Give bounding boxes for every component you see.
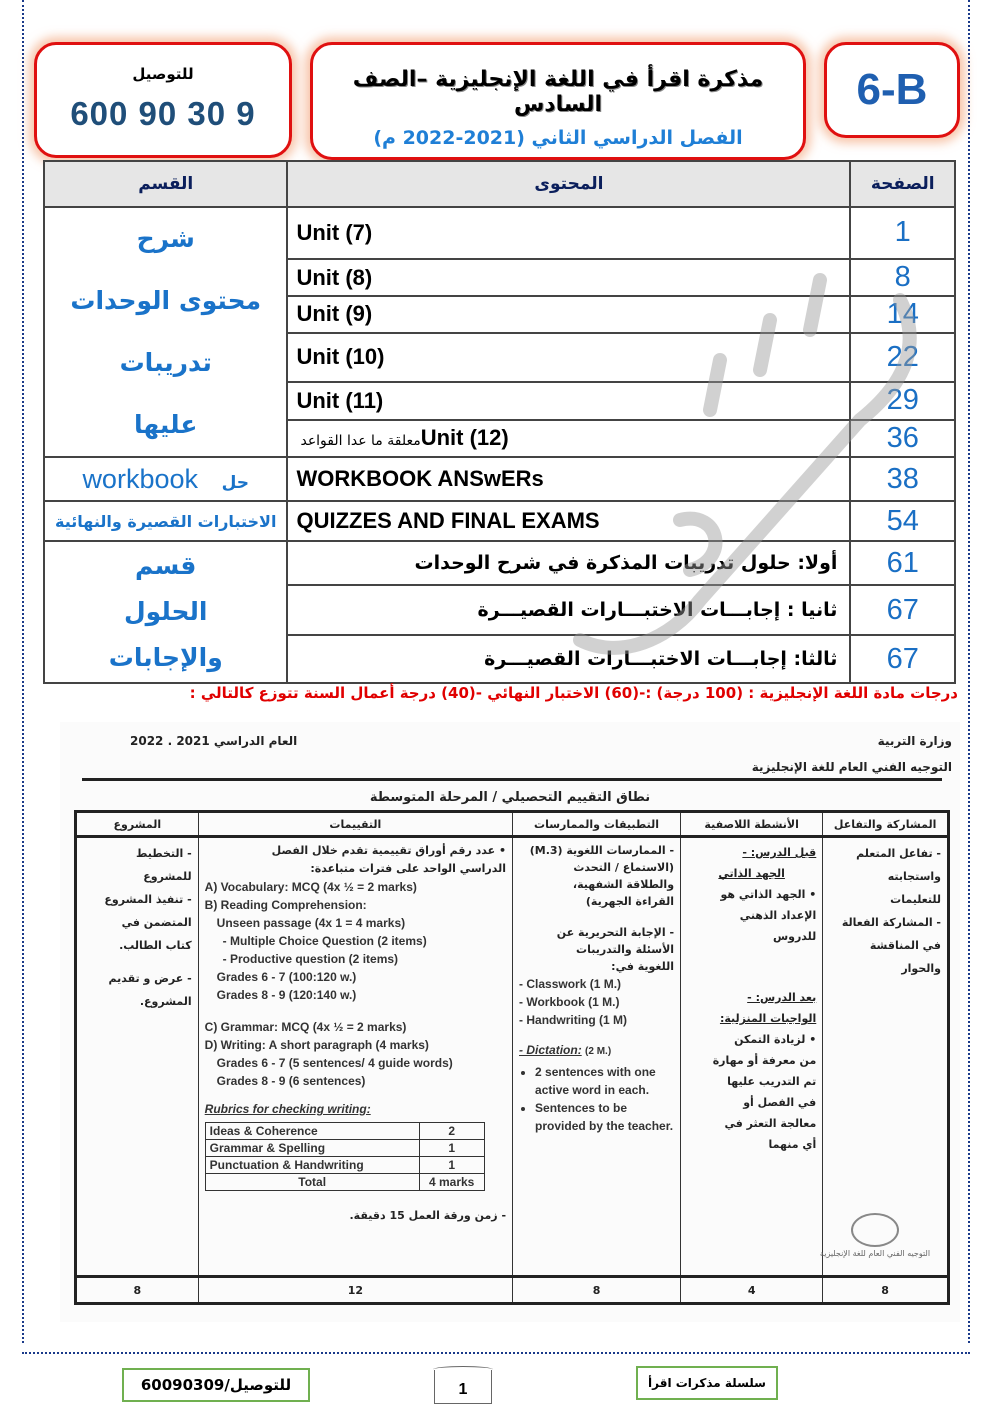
section-quizzes: الاختبارات القصيرة والنهائية: [44, 501, 287, 541]
section-explain-line: شرح: [136, 224, 195, 253]
rubric-label: Grammar & Spelling: [205, 1140, 419, 1157]
rubric-label: Ideas & Coherence: [205, 1123, 419, 1140]
assessment-line: Grades 6 - 7 (100:120 w.): [216, 970, 357, 984]
project-line: - تنفيذ المشروع: [104, 893, 192, 906]
toc-content[interactable]: Unit (7): [287, 207, 850, 259]
section-answers-line: والإجابات: [108, 643, 223, 672]
rubric-value: 1: [419, 1140, 484, 1157]
practices-item: - Handwriting (1 M): [519, 1013, 628, 1027]
project-line: كتاب الطالب.: [119, 939, 192, 952]
col-practices: التطبيقات والممارسات: [513, 812, 681, 837]
col-assessments: التقييمات: [198, 812, 512, 837]
ministry-seal: [800, 1213, 950, 1258]
toc-content[interactable]: QUIZZES AND FINAL EXAMS: [287, 501, 850, 541]
rubric-total-row: [205, 1174, 484, 1191]
after-lesson-title: بعد الدرس: -: [747, 991, 817, 1004]
toc-content[interactable]: [287, 420, 850, 457]
assessments-cell: [198, 837, 512, 1277]
assessment-line: Unseen passage (4x 1 = 4 marks): [216, 916, 406, 930]
toc-header-row: [44, 161, 955, 207]
bottom-dotted-border: [22, 1352, 970, 1354]
practices-cell: [513, 837, 681, 1277]
participation-cell: [823, 837, 949, 1277]
rubric-label: Punctuation & Handwriting: [205, 1157, 419, 1174]
assessments-intro-line: الدراسي الواحد على فترات متباعدة:: [310, 862, 507, 875]
rubric-row: [205, 1157, 484, 1174]
extracurricular-cell: [681, 837, 823, 1277]
toc-content-note: معلقة ما عدا القواعد: [300, 433, 421, 450]
participation-line: واستجابته: [887, 870, 941, 883]
toc-page: 54: [850, 501, 955, 541]
assessment-line: - Multiple Choice Question (2 items): [222, 934, 427, 948]
section-explain-line: تدريبات: [119, 348, 212, 377]
practices-line: الأسئلة والتدريبات: [576, 943, 675, 956]
practices-line: القراءة الجهرية): [585, 895, 675, 908]
before-lesson-title: قبل الدرس: -: [742, 846, 817, 859]
rubric-row: [205, 1140, 484, 1157]
assessment-line: Grades 8 - 9 (6 sentences): [216, 1074, 366, 1088]
extracurricular-line: • الجهد الذاتي هو: [720, 888, 817, 901]
footer-contact: للتوصيل/60090309: [122, 1368, 310, 1402]
left-dotted-border: [22, 0, 24, 1343]
practices-item: - Workbook (1 M.): [519, 995, 620, 1009]
section-workbook-word: workbook: [82, 463, 198, 494]
homework-title: الواجبات المنزلية:: [719, 1012, 817, 1025]
dictation-title: - Dictation:: [519, 1043, 582, 1057]
footer-series: سلسلة مذكرات اقرأ: [636, 1366, 778, 1400]
assessment-line: A) Vocabulary: MCQ (4x ½ = 2 marks): [204, 880, 417, 894]
title-box: [310, 42, 806, 160]
section-workbook: [44, 457, 287, 501]
toc-page: 22: [850, 333, 955, 383]
rubric-total-value: 4 marks: [419, 1174, 484, 1191]
rubric-value: 2: [419, 1123, 484, 1140]
toc-content[interactable]: Unit (8): [287, 259, 850, 296]
page-number: 1: [434, 1370, 492, 1404]
col-content: المحتوى: [287, 161, 850, 207]
total-practices: 8: [513, 1277, 681, 1304]
col-extracurricular: الأنشطة اللاصفية: [681, 812, 823, 837]
participation-line: - المشاركة الفعالة: [841, 916, 941, 929]
assessment-line: B) Reading Comprehension:: [204, 898, 367, 912]
total-extracurricular: 4: [681, 1277, 823, 1304]
project-cell: [76, 837, 199, 1277]
toc-page: 1: [850, 207, 955, 259]
toc-page: 14: [850, 296, 955, 332]
contact-number: 600 90 30 9: [70, 95, 256, 132]
dictation-item: • 2 sentences with one active word in each.: [535, 1063, 674, 1099]
practices-line: - الممارسات اللغوية (3.M): [529, 844, 675, 857]
assessment-scope-scan: [60, 722, 960, 1322]
practices-line: والطلاقة الشفهية،: [572, 878, 675, 891]
toc-content[interactable]: أولا: حلول تدريبات المذكرة في شرح الوحدات: [287, 541, 850, 585]
assessment-line: Grades 8 - 9 (120:140 w.): [216, 988, 357, 1002]
grade-box: [824, 42, 960, 138]
col-participation: المشاركة والتفاعل: [823, 812, 949, 837]
scope-title: نطاق التقييم التحصيلي / المرحلة المتوسطة: [369, 790, 651, 805]
toc-page: 8: [850, 259, 955, 296]
ministry-name: وزارة التربية: [877, 734, 952, 748]
page-subtitle: الفصل الدراسي الثاني (2021-2022 م): [373, 127, 743, 149]
assessment-body-row: [76, 837, 949, 1277]
page-title: مذكرة اقرأ في اللغة الإنجليزية –الصف السادس: [352, 67, 764, 117]
section-workbook-prefix: حل: [221, 472, 250, 493]
grades-distribution-note: درجات مادة اللغة الإنجليزية : (100 درجة) :-(60) الاختبار النهائي -(40) درجة أعمال السنة تتوزع كالتالي :: [189, 684, 958, 702]
extracurricular-line: • لزيادة التمكن: [734, 1033, 817, 1046]
toc-row: [44, 541, 955, 585]
section-explain: [44, 207, 287, 457]
extracurricular-line: في الفصل أو: [743, 1096, 817, 1109]
toc-content[interactable]: Unit (10): [287, 333, 850, 383]
toc-content[interactable]: Unit (11): [287, 382, 850, 419]
assessment-line: C) Grammar: MCQ (4x ½ = 2 marks): [204, 1020, 407, 1034]
project-line: المتضمن في: [121, 916, 192, 929]
practices-line: اللغوية في:: [611, 960, 675, 973]
assessment-line: D) Writing: A short paragraph (4 marks): [204, 1038, 429, 1052]
right-dotted-border: [968, 0, 970, 1343]
participation-line: في المناقشة والحوار: [869, 939, 941, 975]
rubrics-table: [205, 1122, 485, 1191]
section-answers-line: الحلول: [123, 597, 208, 626]
toc-row: [44, 457, 955, 501]
toc-table: [43, 160, 956, 684]
assessment-line: - Productive question (2 items): [222, 952, 399, 966]
rubric-total-label: Total: [205, 1174, 419, 1191]
department-name: التوجيه الفني العام للغة الإنجليزية: [751, 760, 952, 774]
project-line: - عرض و تقديم: [108, 972, 192, 985]
project-line: المشروع.: [139, 995, 192, 1008]
col-section: القسم: [44, 161, 287, 207]
dictation-item: • Sentences to be provided by the teacher.: [535, 1099, 674, 1135]
toc-content-label: Unit (12): [420, 425, 509, 451]
assessment-header-row: [76, 812, 949, 837]
extracurricular-line: الإعداد الذهني: [739, 909, 817, 922]
toc-content[interactable]: Unit (9): [287, 296, 850, 332]
toc-content[interactable]: ثانيا : إجابـــات الاختبـــارات القصيـــرة: [287, 585, 850, 635]
practices-line: (الاستماع / التحدث: [573, 861, 675, 874]
section-answers: [44, 541, 287, 683]
participation-line: للتعليمات: [890, 893, 941, 906]
toc-page: 29: [850, 382, 955, 419]
toc-page: 38: [850, 457, 955, 501]
extracurricular-line: معالجة التعثر في: [724, 1117, 817, 1130]
assessments-intro-line: • عدد رقم أوراق تقييمية تقدم خلال الفصل: [271, 844, 507, 857]
section-explain-line: محتوى الوحدات: [70, 286, 262, 315]
header-rule: [82, 778, 942, 781]
project-line: للمشروع: [143, 870, 192, 883]
toc-page: 67: [850, 585, 955, 635]
project-line: - التخطيط: [135, 847, 192, 860]
contact-box: [34, 42, 292, 158]
practices-item: - Classwork (1 M.): [519, 977, 622, 991]
toc-row: [44, 207, 955, 259]
rubric-value: 1: [419, 1157, 484, 1174]
contact-label: للتوصيل: [132, 65, 194, 83]
total-project: 8: [76, 1277, 199, 1304]
extracurricular-line: أي منهما: [768, 1138, 817, 1151]
assessment-line: Grades 6 - 7 (5 sentences/ 4 guide words): [216, 1056, 453, 1070]
participation-line: - تفاعل المتعلم: [856, 847, 941, 860]
dictation-marks: (2 M.): [585, 1046, 612, 1057]
extracurricular-line: للدروس: [772, 930, 817, 943]
extracurricular-line: تم التدريب عليها: [727, 1075, 817, 1088]
grade-code: 6-B: [856, 65, 928, 114]
worksheet-time-note: - زمن ورقة العمل 15 دقيقة.: [349, 1209, 507, 1222]
seal-emblem-icon: [851, 1213, 899, 1247]
academic-year: العام الدراسي 2021 . 2022: [130, 734, 298, 748]
toc-page: 36: [850, 420, 955, 457]
extracurricular-line: من معرفة أو مهارة: [712, 1054, 817, 1067]
practices-line: - الإجابة التحريرية عن: [556, 926, 675, 939]
self-effort-title: الجهد الذاتي: [718, 867, 785, 880]
toc-content[interactable]: ثالثا: إجابـــات الاختبـــارات القصيـــرة: [287, 635, 850, 683]
toc-row: [44, 501, 955, 541]
assessment-totals-row: [76, 1277, 949, 1304]
section-explain-line: عليها: [134, 410, 198, 439]
total-assessments: 12: [198, 1277, 512, 1304]
toc-page: 61: [850, 541, 955, 585]
seal-text: التوجيه الفني العام للغة الإنجليزية: [819, 1249, 931, 1258]
rubrics-title: Rubrics for checking writing:: [204, 1102, 371, 1116]
toc-page: 67: [850, 635, 955, 683]
total-participation: 8: [823, 1277, 949, 1304]
col-project: المشروع: [76, 812, 199, 837]
rubric-row: [205, 1123, 484, 1140]
toc-content[interactable]: WORKBOOK ANSwERs: [287, 457, 850, 501]
section-answers-line: قسم: [135, 551, 197, 580]
col-page: الصفحة: [850, 161, 955, 207]
